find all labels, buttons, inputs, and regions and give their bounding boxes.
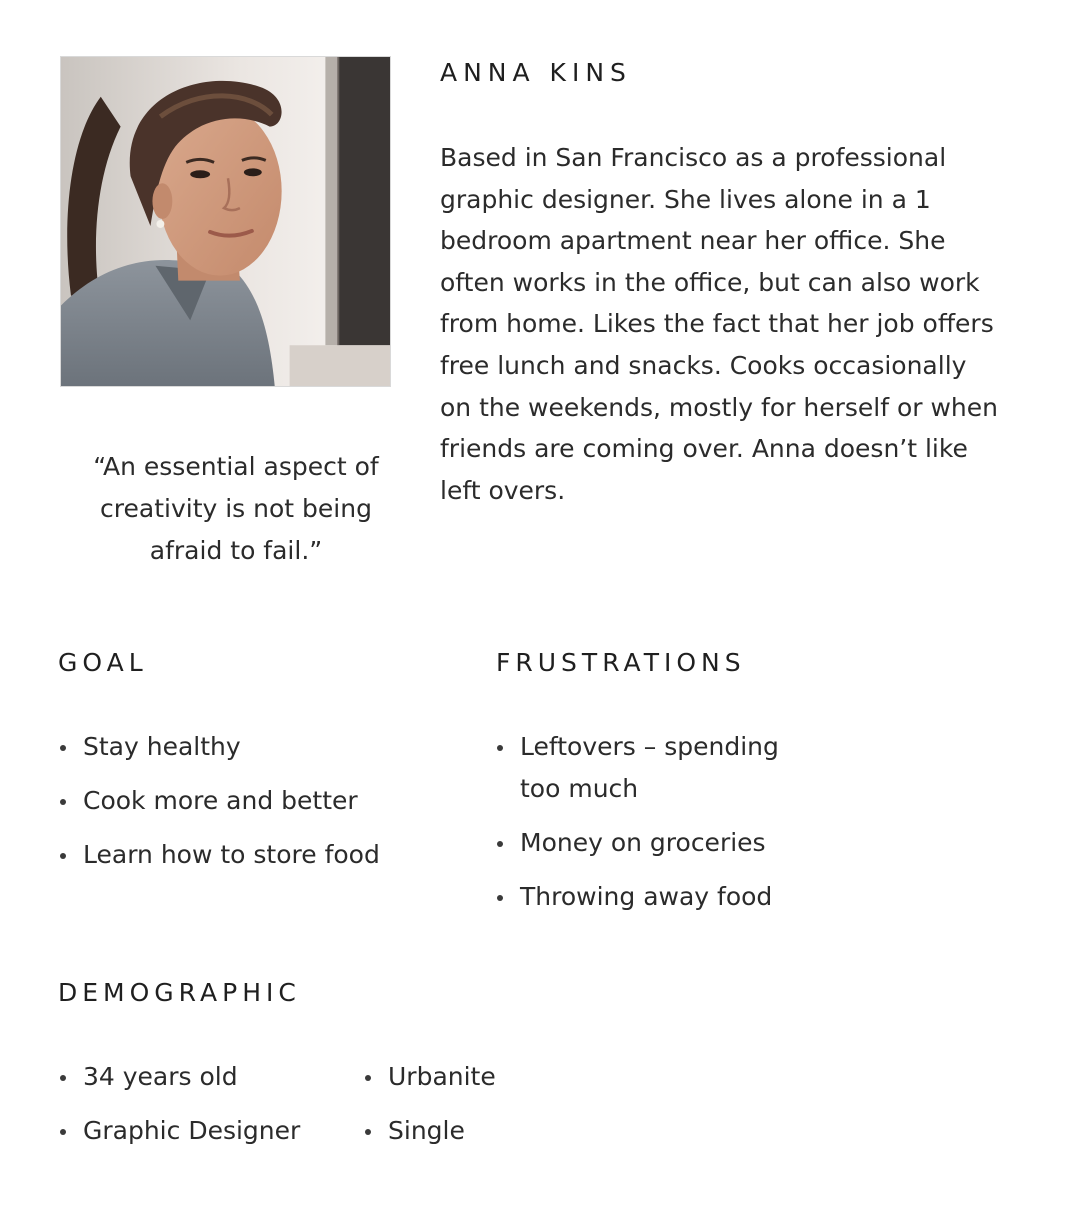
demographic-item: Graphic Designer (58, 1110, 348, 1152)
demographic-item: Single (363, 1110, 623, 1152)
demographic-heading: DEMOGRAPHIC (58, 978, 301, 1007)
demographic-item: Urbanite (363, 1056, 623, 1098)
frustration-item: Leftovers – spending too much (495, 726, 815, 810)
persona-name: ANNA KINS (440, 58, 632, 87)
frustration-item: Money on groceries (495, 822, 815, 864)
goal-list (58, 726, 458, 888)
demographic-list-column-2 (363, 1056, 623, 1164)
frustrations-list (495, 726, 815, 930)
frustration-item: Throwing away food (495, 876, 815, 918)
goal-item: Learn how to store food (58, 834, 458, 876)
persona-photo (60, 56, 391, 387)
goal-item: Cook more and better (58, 780, 458, 822)
demographic-list-column-1 (58, 1056, 348, 1164)
goal-item: Stay healthy (58, 726, 458, 768)
persona-quote: “An essential aspect of creativity is not being afraid to fail.” (93, 452, 379, 565)
persona-bio: Based in San Francisco as a professional graphic designer. She lives alone in a 1 bedroom apartment near her office. She often works in the office, but can also work from home. Likes the fact that her job offers free lunch and snacks. Cooks occasionally on the weekends, mostly for herself or when friends are coming over. Anna doesn’t like left overs. (440, 143, 998, 505)
goal-heading: GOAL (58, 648, 148, 677)
demographic-item: 34 years old (58, 1056, 348, 1098)
frustrations-heading: FRUSTRATIONS (496, 648, 746, 677)
